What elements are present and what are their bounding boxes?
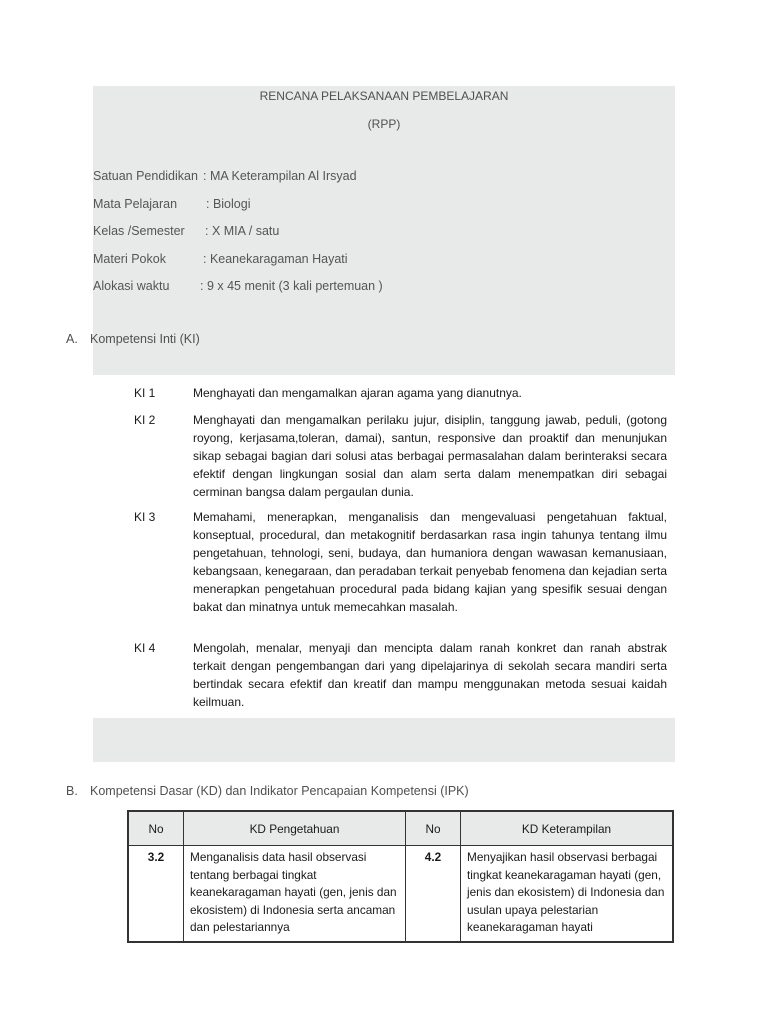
ki-text: Mengolah, menalar, menyaji dan mencipta dalam ranah konkret dan ranah abstrak terkait dengan pengembangan dari yang dipelajarinya di sekolah secara mandiri serta bertindak secara efektif dan kreatif dan mampu menggunakan metoda sesuai kaidah keilmuan. — [193, 641, 667, 709]
identity-label: Kelas /Semester — [93, 224, 185, 238]
table-row — [128, 846, 673, 942]
ki-code: KI 1 — [134, 386, 156, 400]
ki-code: KI 2 — [134, 413, 156, 427]
document-subtitle: (RPP) — [367, 117, 401, 131]
ki-code: KI 3 — [134, 510, 156, 524]
identity-value: : Keanekaragaman Hayati — [203, 252, 348, 266]
column-header-kd-pengetahuan: KD Pengetahuan — [184, 811, 406, 846]
column-header-no: No — [406, 811, 461, 846]
kd-number: 3.2 — [128, 846, 184, 942]
table-header-row — [128, 811, 673, 846]
section-a-heading — [66, 332, 200, 346]
identity-label: Mata Pelajaran — [93, 197, 178, 211]
identity-row-alokasi — [93, 279, 383, 293]
identity-row-mapel — [93, 197, 251, 211]
ki-text: Menghayati dan mengamalkan perilaku jujur, disiplin, tanggung jawab, peduli, (gotong royong, kerjasama,toleran, damai), santun, responsive dan proaktif dan menunjukan sikap sebagai bagian dari solusi atas berbagai permasalahan dalam berinteraksi secara efektif dengan lingkungan sosial dan alam serta dalam menempatkan diri sebagai cerminan bangsa dalam pergaulan dunia. — [193, 413, 667, 499]
identity-row-kelas — [93, 224, 280, 238]
identity-label: Materi Pokok — [93, 252, 166, 266]
identity-value: : Biologi — [206, 197, 251, 211]
kd-number: 4.2 — [406, 846, 461, 942]
document-title: RENCANA PELAKSANAAN PEMBELAJARAN — [259, 89, 509, 103]
section-b-heading — [66, 784, 469, 798]
ki-code: KI 4 — [134, 641, 156, 655]
identity-value: : MA Keterampilan Al Irsyad — [203, 169, 357, 183]
column-header-kd-keterampilan: KD Keterampilan — [461, 811, 674, 846]
section-title: Kompetensi Inti (KI) — [90, 332, 200, 346]
kd-table — [127, 810, 674, 943]
identity-value: : 9 x 45 menit (3 kali pertemuan ) — [200, 279, 383, 293]
kd-pengetahuan-cell: Menganalisis data hasil observasi tentang berbagai tingkat keanekaragaman hayati (gen, jenis dan ekosistem) di Indonesia serta ancaman dan pelestariannya — [184, 846, 406, 942]
section-letter: B. — [66, 784, 78, 798]
identity-row-satuan — [93, 169, 357, 183]
identity-value: : X MIA / satu — [205, 224, 280, 238]
identity-label: Alokasi waktu — [93, 279, 170, 293]
section-title: Kompetensi Dasar (KD) dan Indikator Pencapaian Kompetensi (IPK) — [90, 784, 469, 798]
kd-keterampilan-cell: Menyajikan hasil observasi berbagai tingkat keanekaragaman hayati (gen, jenis dan ekosistem) di Indonesia dan usulan upaya pelestarian keanekaragaman hayati — [461, 846, 674, 942]
section-shading — [93, 718, 675, 762]
ki-text: Menghayati dan mengamalkan ajaran agama yang dianutnya. — [193, 386, 522, 400]
section-letter: A. — [66, 332, 78, 346]
column-header-no: No — [128, 811, 184, 846]
identity-label: Satuan Pendidikan — [93, 169, 198, 183]
identity-row-materi — [93, 252, 348, 266]
ki-text: Memahami, menerapkan, menganalisis dan mengevaluasi pengetahuan faktual, konseptual, procedural, dan metakognitif berdasarkan rasa ingin tahunya tentang ilmu pengetahuan, tehnologi, seni, budaya, dan humaniora dengan wawasan kemanusiaan, kebangsaan, kenegaraan, dan peradaban terkait penyebab fenomena dan kejadian serta menerapkan pengetahuan procedural pada bidang kajian yang spesifik sesuai dengan bakat dan minatnya untuk memecahkan masalah. — [193, 510, 667, 614]
